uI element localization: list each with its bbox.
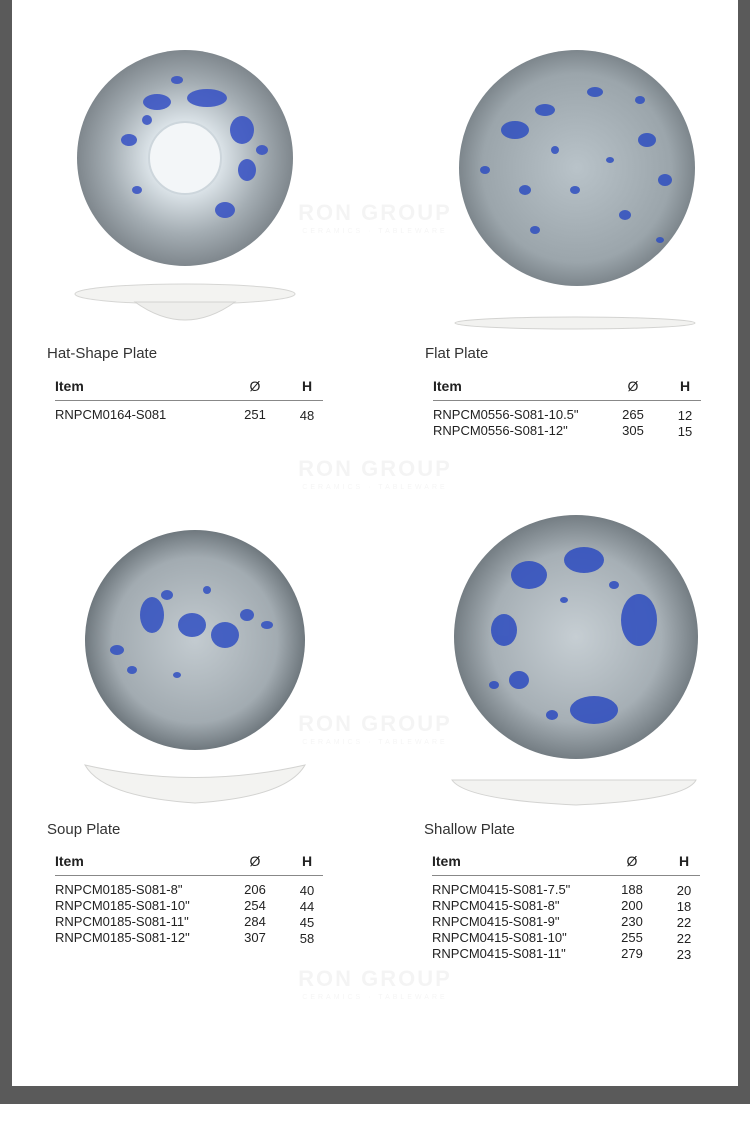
header-height: H	[678, 853, 690, 869]
height-value: 23	[676, 947, 692, 962]
shallow-plate-photo	[424, 515, 724, 815]
header-item: Item	[433, 378, 462, 394]
height-value: 15	[677, 424, 693, 439]
item-code: RNPCM0185-S081-8"	[55, 882, 183, 897]
page-frame-right	[738, 0, 750, 1104]
header-item: Item	[55, 378, 84, 394]
table-row	[432, 898, 700, 914]
spec-table-header	[433, 378, 701, 401]
item-code: RNPCM0556-S081-10.5"	[433, 407, 579, 422]
diameter-value: 307	[244, 930, 266, 945]
header-item: Item	[55, 853, 84, 869]
spec-table-header	[55, 853, 323, 876]
height-value: 44	[299, 899, 315, 914]
item-code: RNPCM0415-S081-8"	[432, 898, 560, 913]
spec-table-header	[432, 853, 700, 876]
watermark	[12, 456, 738, 491]
product-title: Hat-Shape Plate	[47, 345, 158, 362]
hat-shape-plate-photo	[47, 40, 347, 340]
diameter-value: 265	[622, 407, 644, 422]
spec-table	[432, 853, 700, 962]
page-frame-left	[0, 0, 12, 1104]
diameter-value: 284	[244, 914, 266, 929]
table-row	[55, 882, 323, 898]
spec-table	[55, 378, 323, 423]
height-value: 18	[676, 899, 692, 914]
item-code: RNPCM0164-S081	[55, 407, 167, 422]
header-item: Item	[432, 853, 461, 869]
table-row	[55, 898, 323, 914]
height-value: 22	[676, 931, 692, 946]
header-height: H	[679, 378, 691, 394]
diameter-value: 206	[244, 882, 266, 897]
table-row	[432, 882, 700, 898]
height-value: 58	[299, 931, 315, 946]
spec-table-header	[55, 378, 323, 401]
height-value: 45	[299, 915, 315, 930]
header-diameter: Ø	[626, 853, 638, 869]
spec-table	[433, 378, 701, 439]
header-diameter: Ø	[249, 853, 261, 869]
diameter-value: 255	[621, 930, 643, 945]
height-value: 48	[299, 408, 315, 423]
table-row	[55, 930, 323, 946]
item-code: RNPCM0415-S081-7.5"	[432, 882, 571, 897]
product-title: Soup Plate	[47, 821, 121, 838]
table-row	[432, 946, 700, 962]
height-value: 40	[299, 883, 315, 898]
product-title: Shallow Plate	[424, 821, 515, 838]
item-code: RNPCM0415-S081-10"	[432, 930, 567, 945]
height-value: 20	[676, 883, 692, 898]
diameter-value: 254	[244, 898, 266, 913]
item-code: RNPCM0185-S081-12"	[55, 930, 190, 945]
height-value: 12	[677, 408, 693, 423]
table-row	[432, 914, 700, 930]
diameter-value: 279	[621, 946, 643, 961]
header-diameter: Ø	[249, 378, 261, 394]
header-diameter: Ø	[627, 378, 639, 394]
item-code: RNPCM0415-S081-11"	[432, 946, 566, 961]
header-height: H	[301, 853, 313, 869]
watermark	[12, 966, 738, 1001]
product-title: Flat Plate	[425, 345, 489, 362]
item-code: RNPCM0185-S081-10"	[55, 898, 190, 913]
table-row	[55, 407, 323, 423]
diameter-value: 230	[621, 914, 643, 929]
soup-plate-photo	[47, 515, 347, 815]
item-code: RNPCM0556-S081-12"	[433, 423, 568, 438]
diameter-value: 188	[621, 882, 643, 897]
table-row	[433, 407, 701, 423]
flat-plate-photo	[425, 40, 725, 340]
table-row	[432, 930, 700, 946]
table-row	[433, 423, 701, 439]
diameter-value: 200	[621, 898, 643, 913]
catalog-page	[12, 0, 738, 1086]
table-row	[55, 914, 323, 930]
height-value: 22	[676, 915, 692, 930]
spec-table	[55, 853, 323, 946]
header-height: H	[301, 378, 313, 394]
item-code: RNPCM0185-S081-11"	[55, 914, 189, 929]
diameter-value: 251	[244, 407, 266, 422]
item-code: RNPCM0415-S081-9"	[432, 914, 560, 929]
diameter-value: 305	[622, 423, 644, 438]
page-frame-bottom	[0, 1086, 750, 1104]
